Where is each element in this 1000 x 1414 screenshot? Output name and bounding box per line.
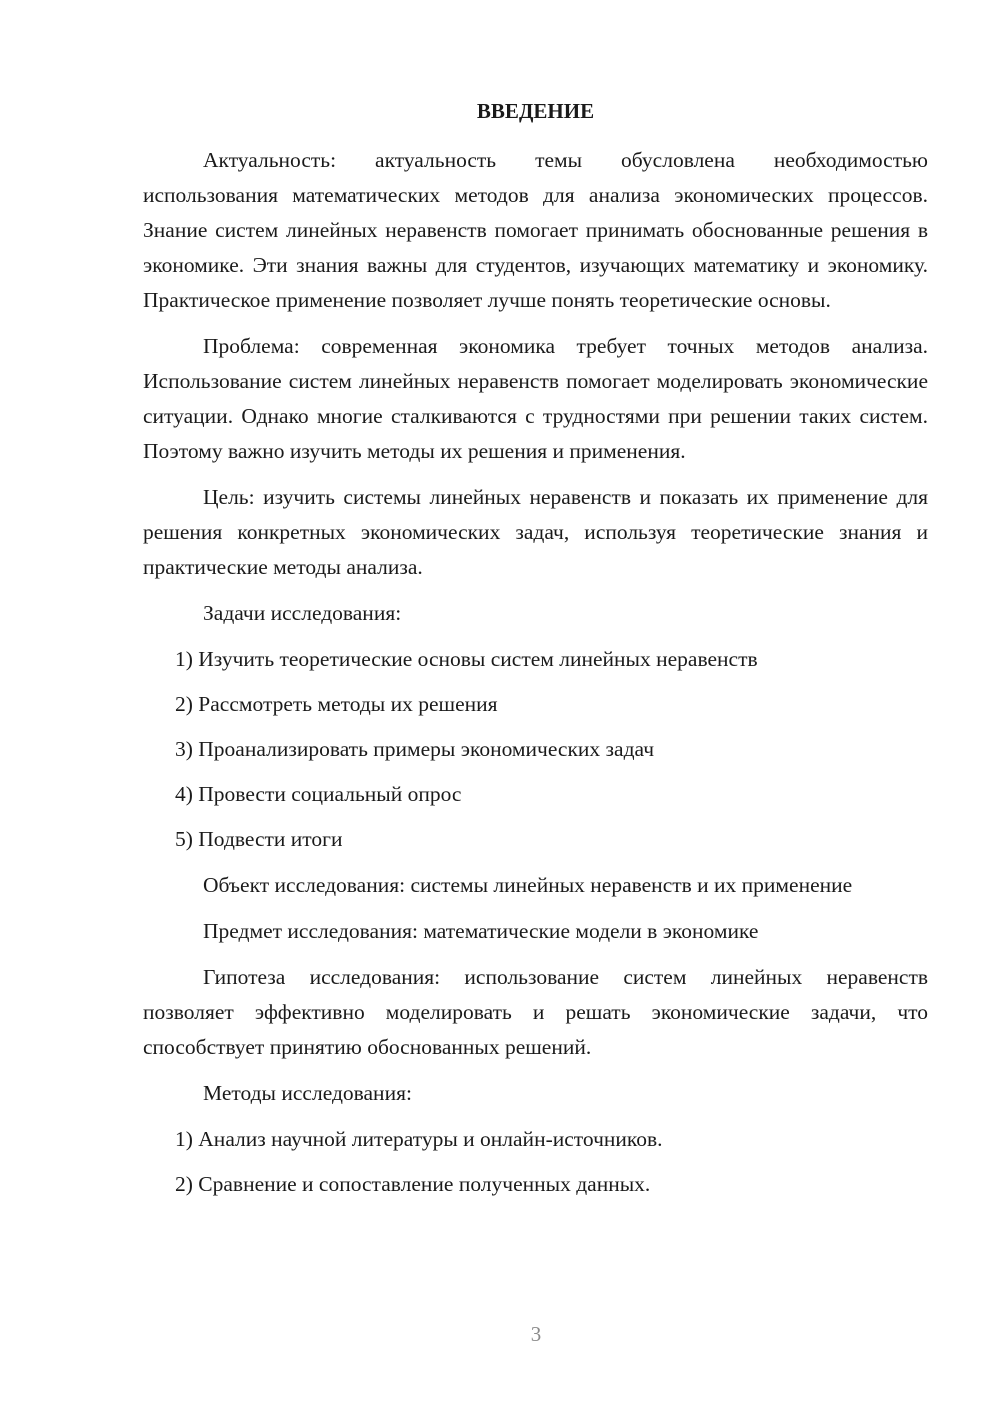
- task-item: 1) Изучить теоретические основы систем линейных неравенств: [175, 647, 758, 671]
- page-title: ВВЕДЕНИЕ: [476, 99, 595, 123]
- method-item: 1) Анализ научной литературы и онлайн-источников.: [175, 1127, 663, 1151]
- object-paragraph: Объект исследования: системы линейных неравенств и их применение: [203, 873, 853, 897]
- method-item: 2) Сравнение и сопоставление полученных данных.: [175, 1172, 651, 1196]
- hypothesis-paragraph: Гипотеза исследования: использование систем линейных неравенств позволяет эффективно моделировать и решать экономические задачи, что способствует принятию обоснованных решений.: [143, 965, 928, 1059]
- page-number: 3: [530, 1322, 542, 1346]
- methods-label: Методы исследования:: [203, 1081, 412, 1105]
- goal-paragraph: Цель: изучить системы линейных неравенств и показать их применение для решения конкретных экономических задач, используя теоретические знания и практические методы анализа.: [143, 485, 928, 579]
- task-item: 2) Рассмотреть методы их решения: [175, 692, 498, 716]
- tasks-label: Задачи исследования:: [203, 601, 402, 625]
- task-item: 3) Проанализировать примеры экономических задач: [175, 737, 655, 761]
- subject-paragraph: Предмет исследования: математические модели в экономике: [203, 919, 759, 943]
- task-item: 5) Подвести итоги: [175, 827, 343, 851]
- task-item: 4) Провести социальный опрос: [175, 782, 462, 806]
- tasks-list: [143, 642, 928, 857]
- relevance-paragraph: Актуальность: актуальность темы обусловлена необходимостью использования математических методов для анализа экономических процессов. Знание систем линейных неравенств помогает принимать обоснованные решения в экономике. Эти знания важны для студентов, изучающих математику и экономику. Практическое применение позволяет лучше понять теоретические основы.: [143, 148, 928, 312]
- document-page: [143, 94, 928, 1213]
- methods-list: [143, 1122, 928, 1202]
- problem-paragraph: Проблема: современная экономика требует точных методов анализа. Использование систем линейных неравенств помогает моделировать экономические ситуации. Однако многие сталкиваются с трудностями при решении таких систем. Поэтому важно изучить методы их решения и применения.: [143, 334, 928, 463]
